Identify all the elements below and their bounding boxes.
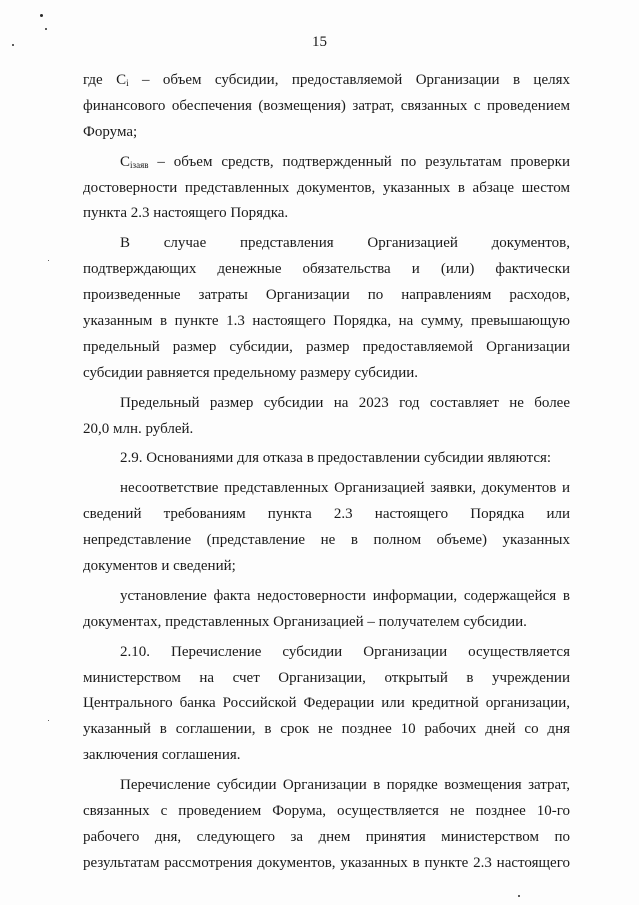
text-run: непредставление (представление не в полном объеме) указанных [83,532,570,549]
text-line [83,361,570,387]
text-line [83,528,570,554]
text-line [83,446,570,472]
text-run: несоответствие представленных Организацией заявки, документов и [120,480,570,497]
text-run: указанный в соглашении, в срок не позднее 10 рабочих дней со дня [83,721,570,738]
paragraph [83,391,570,443]
text-line [83,584,570,610]
scan-speck [40,14,43,17]
text-run: документов и сведений; [83,558,236,575]
text-run: Предельный размер субсидии на 2023 год составляет не более [120,394,570,411]
text-line [83,476,570,502]
text-run: указанным в пункте 1.3 настоящего Порядка, на сумму, превышающую [83,313,570,330]
scan-speck [12,44,14,46]
text-run: рабочего дня, следующего за днем принятия министерством по [83,828,570,845]
text-run: 2.9. Основаниями для отказа в предоставлении субсидии являются: [120,450,552,467]
document-body [83,68,570,877]
text-line [83,417,570,443]
text-line [83,554,570,580]
text-line [83,743,570,769]
text-line [83,391,570,417]
scan-speck [45,28,47,30]
text-line [83,773,570,799]
text-line [83,120,570,146]
paragraph [83,231,570,386]
paragraph [83,446,570,472]
text-run: достоверности представленных документов, указанных в абзаце шестом [83,179,570,196]
text-line [83,68,570,94]
text-run: связанных с проведением Форума, осуществляется не позднее 10-го [83,803,570,820]
text-line [83,502,570,528]
subscript: i [126,78,129,88]
text-run: пункта 2.3 настоящего Порядка. [83,205,289,222]
text-line [83,717,570,743]
text-run: В случае представления Организацией документов, [120,235,570,252]
text-run: министерством на счет Организации, открытый в учреждении [83,669,570,686]
text-run: Центрального банка Российской Федерации или кредитной организации, [83,695,570,712]
text-run: заключения соглашения. [83,747,241,764]
text-line [83,201,570,227]
text-line [83,309,570,335]
scan-speck [518,895,520,897]
paragraph [83,476,570,580]
text-line [83,335,570,361]
paragraph [83,773,570,877]
text-line [83,257,570,283]
scan-speck [48,260,49,261]
text-line [83,799,570,825]
text-line [83,176,570,202]
text-run: – объем субсидии, предоставляемой Организации в целях [128,72,570,88]
text-run: C [120,153,131,170]
text-run: – объем средств, подтвержденный по результатам проверки [148,153,570,170]
text-line [83,94,570,120]
text-line [83,666,570,692]
paragraph [83,640,570,769]
text-run: где C [83,72,127,88]
subscript: iзаяв [130,159,149,170]
text-run: установление факта недостоверности информации, содержащейся в [120,587,570,604]
text-line [83,283,570,309]
text-run: 20,0 млн. рублей. [83,420,194,437]
text-run: Перечисление субсидии Организации в порядке возмещения затрат, [120,777,570,794]
paragraph [83,584,570,636]
text-run: предельный размер субсидии, размер предоставляемой Организации [83,338,570,355]
text-run: финансового обеспечения (возмещения) затрат, связанных с проведением [83,97,570,114]
text-run: Форума; [83,123,138,140]
text-run: результатам рассмотрения документов, указанных в пункте 2.3 настоящего [83,854,570,871]
text-line [83,691,570,717]
text-line [83,150,570,176]
text-run: сведений требованиям пункта 2.3 настоящего Порядка или [83,506,570,523]
text-run: произведенные затраты Организации по направлениям расходов, [83,287,570,304]
text-run: субсидии равняется предельному размеру субсидии. [83,364,419,381]
text-line [83,825,570,851]
text-line [83,610,570,636]
text-line [83,640,570,666]
scan-speck [48,720,49,721]
text-line [83,231,570,257]
page-number: 15 [312,34,327,50]
text-run: подтверждающих денежные обязательства и (или) фактически [83,261,570,278]
text-run: 2.10. Перечисление субсидии Организации осуществляется [120,643,570,660]
text-line [83,851,570,877]
paragraph [83,150,570,228]
text-run: документах, представленных Организацией – получателем субсидии. [83,613,527,630]
paragraph [83,68,570,146]
